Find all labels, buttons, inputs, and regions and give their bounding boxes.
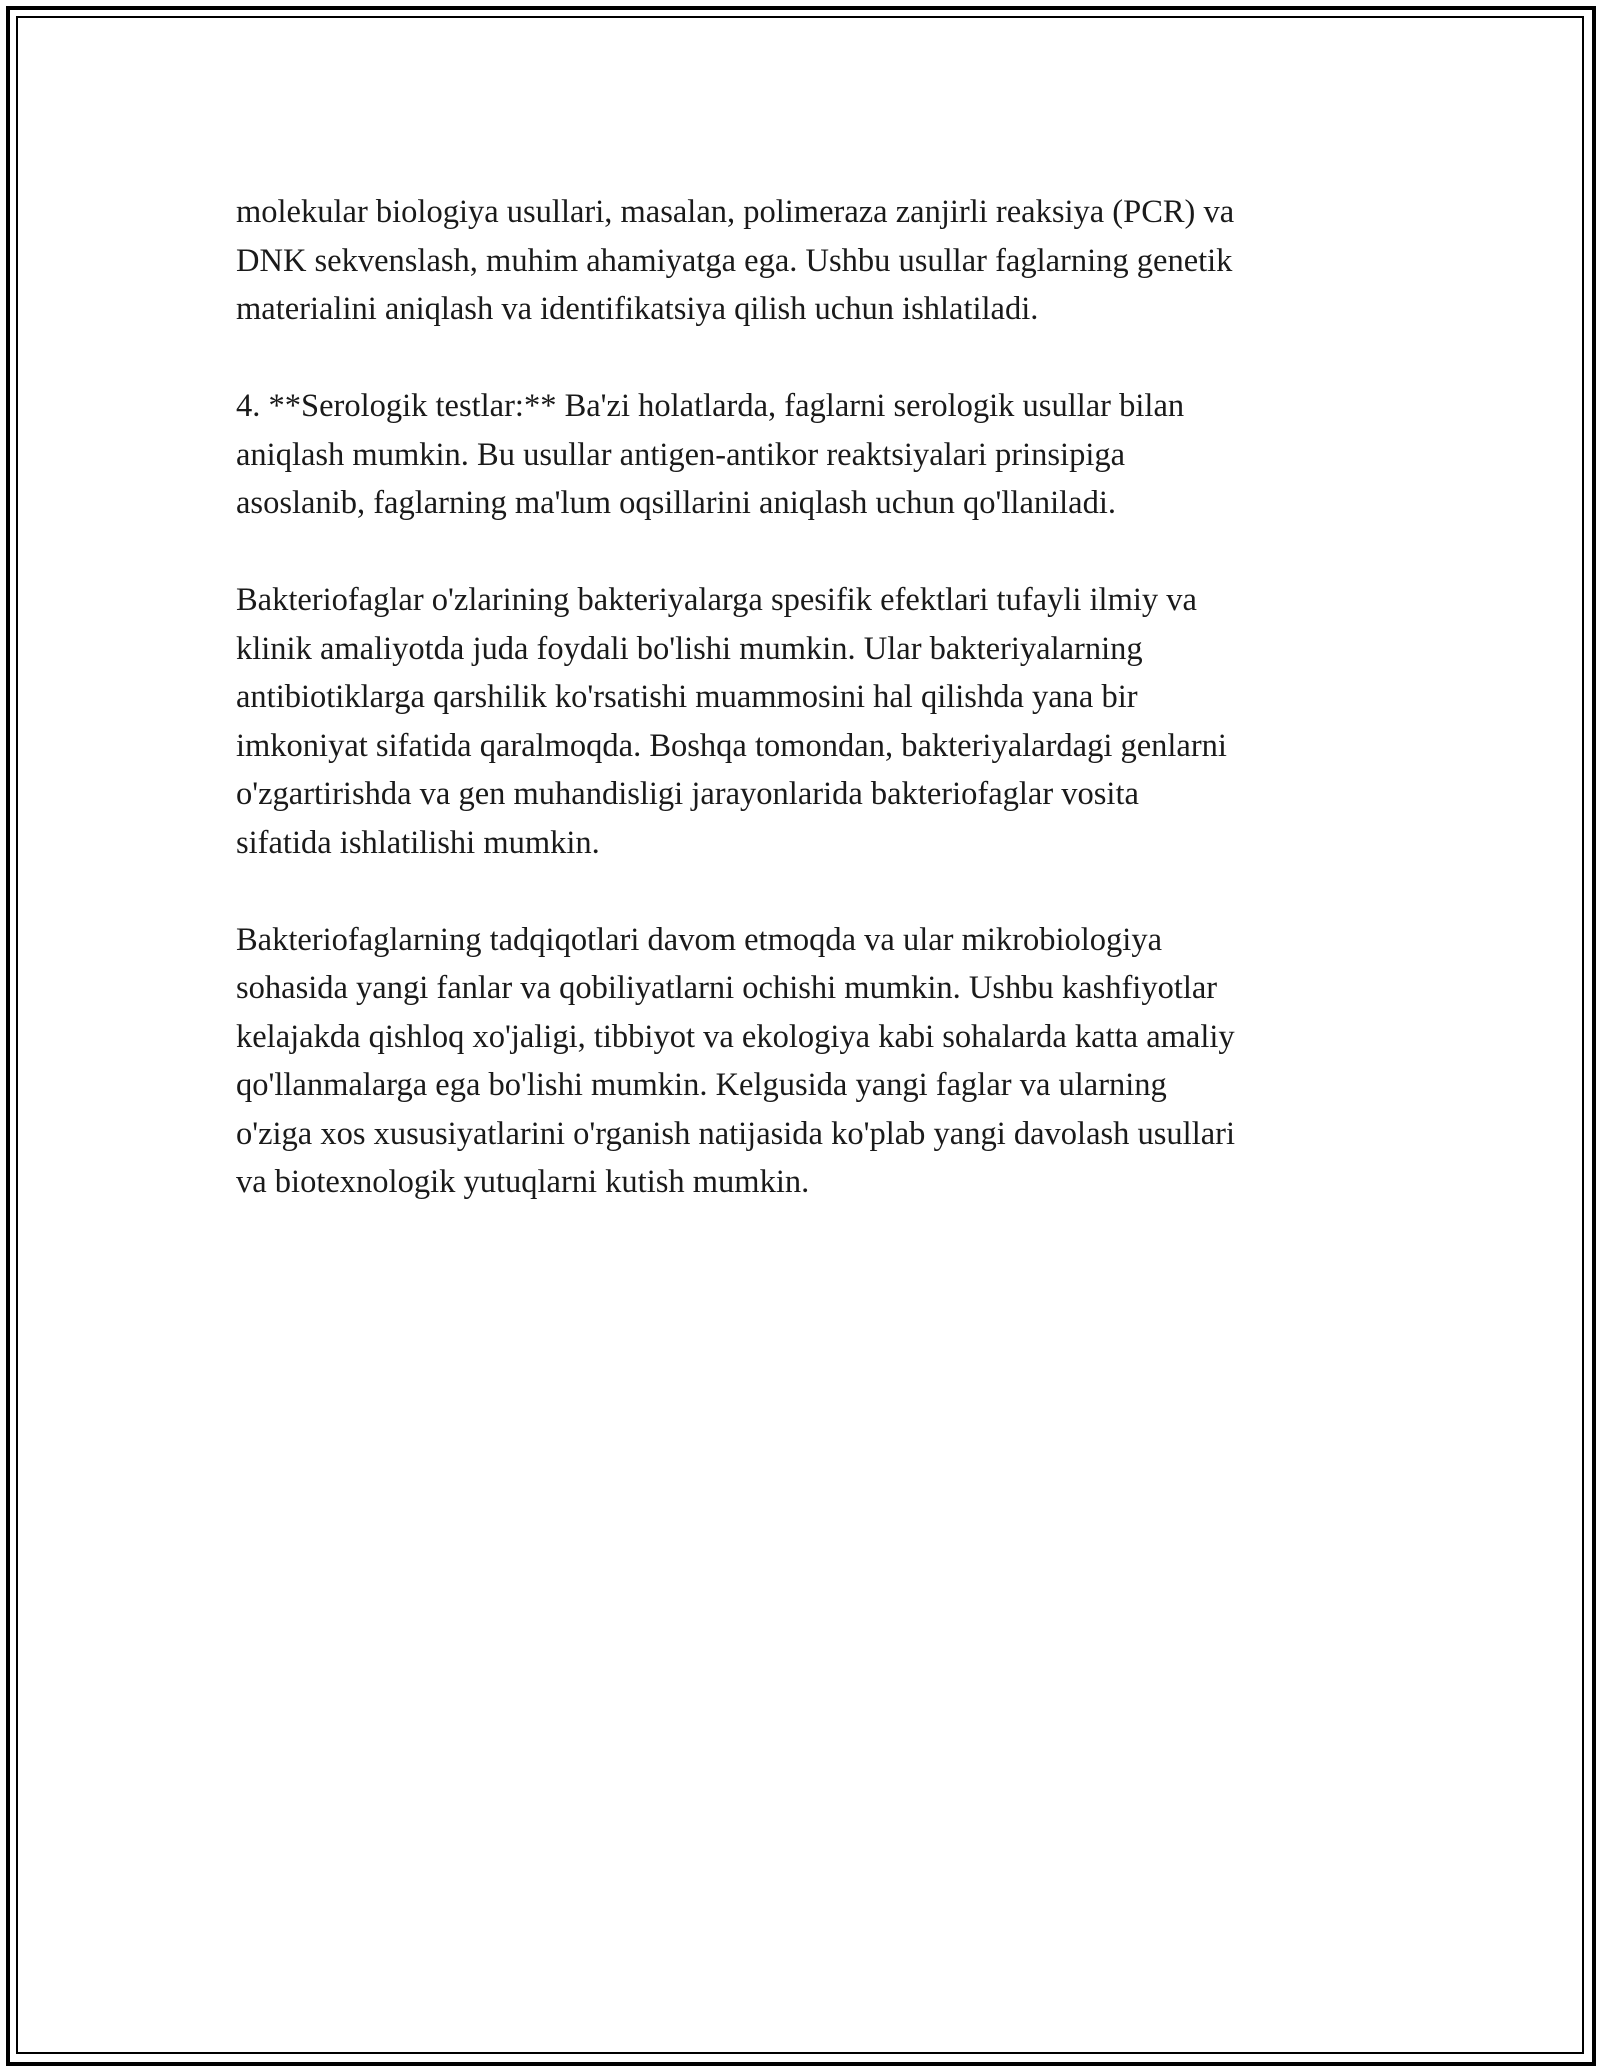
- text-line: asoslanib, faglarning ma'lum oqsillarini aniqlash uchun qo'llaniladi.: [236, 485, 1117, 521]
- paragraph-serological-tests: [236, 382, 1376, 528]
- document-body: [236, 188, 1376, 1207]
- paragraph-molecular-methods: [236, 188, 1376, 334]
- text-line: qo'llanmalarga ega bo'lishi mumkin. Kelgusida yangi faglar va ularning: [236, 1067, 1167, 1103]
- text-line: o'ziga xos xususiyatlarini o'rganish natijasida ko'plab yangi davolash usullari: [236, 1115, 1236, 1152]
- text-line: 4. **Serologik testlar:** Ba'zi holatlarda, faglarni serologik usullar bilan: [236, 388, 1185, 424]
- text-line: materialini aniqlash va identifikatsiya qilish uchun ishlatiladi.: [236, 291, 1039, 327]
- text-line: kelajakda qishloq xo'jaligi, tibbiyot va ekologiya kabi sohalarda katta amaliy: [236, 1018, 1235, 1055]
- text-line: klinik amaliyotda juda foydali bo'lishi mumkin. Ular bakteriyalarning: [236, 630, 1143, 667]
- text-line: Bakteriofaglar o'zlarining bakteriyalarga spesifik efektlari tufayli ilmiy va: [236, 582, 1197, 618]
- text-line: aniqlash mumkin. Bu usullar antigen-antikor reaktsiyalari prinsipiga: [236, 436, 1126, 473]
- paragraph-practical-use: [236, 576, 1376, 867]
- paragraph-future-research: [236, 916, 1376, 1207]
- text-line: molekular biologiya usullari, masalan, polimeraza zanjirli reaksiya (PCR) va: [236, 194, 1235, 230]
- text-line: o'zgartirishda va gen muhandisligi jarayonlarida bakteriofaglar vosita: [236, 776, 1139, 812]
- text-line: va biotexnologik yutuqlarni kutish mumkin.: [236, 1164, 810, 1200]
- text-line: antibiotiklarga qarshilik ko'rsatishi muammosini hal qilishda yana bir: [236, 679, 1138, 715]
- text-line: Bakteriofaglarning tadqiqotlari davom etmoqda va ular mikrobiologiya: [236, 921, 1162, 958]
- text-line: sohasida yangi fanlar va qobiliyatlarni ochishi mumkin. Ushbu kashfiyotlar: [236, 970, 1218, 1006]
- text-line: imkoniyat sifatida qaralmoqda. Boshqa tomondan, bakteriyalardagi genlarni: [236, 727, 1227, 764]
- text-line: DNK sekvenslash, muhim ahamiyatga ega. Ushbu usullar faglarning genetik: [236, 242, 1233, 279]
- text-line: sifatida ishlatilishi mumkin.: [236, 824, 600, 861]
